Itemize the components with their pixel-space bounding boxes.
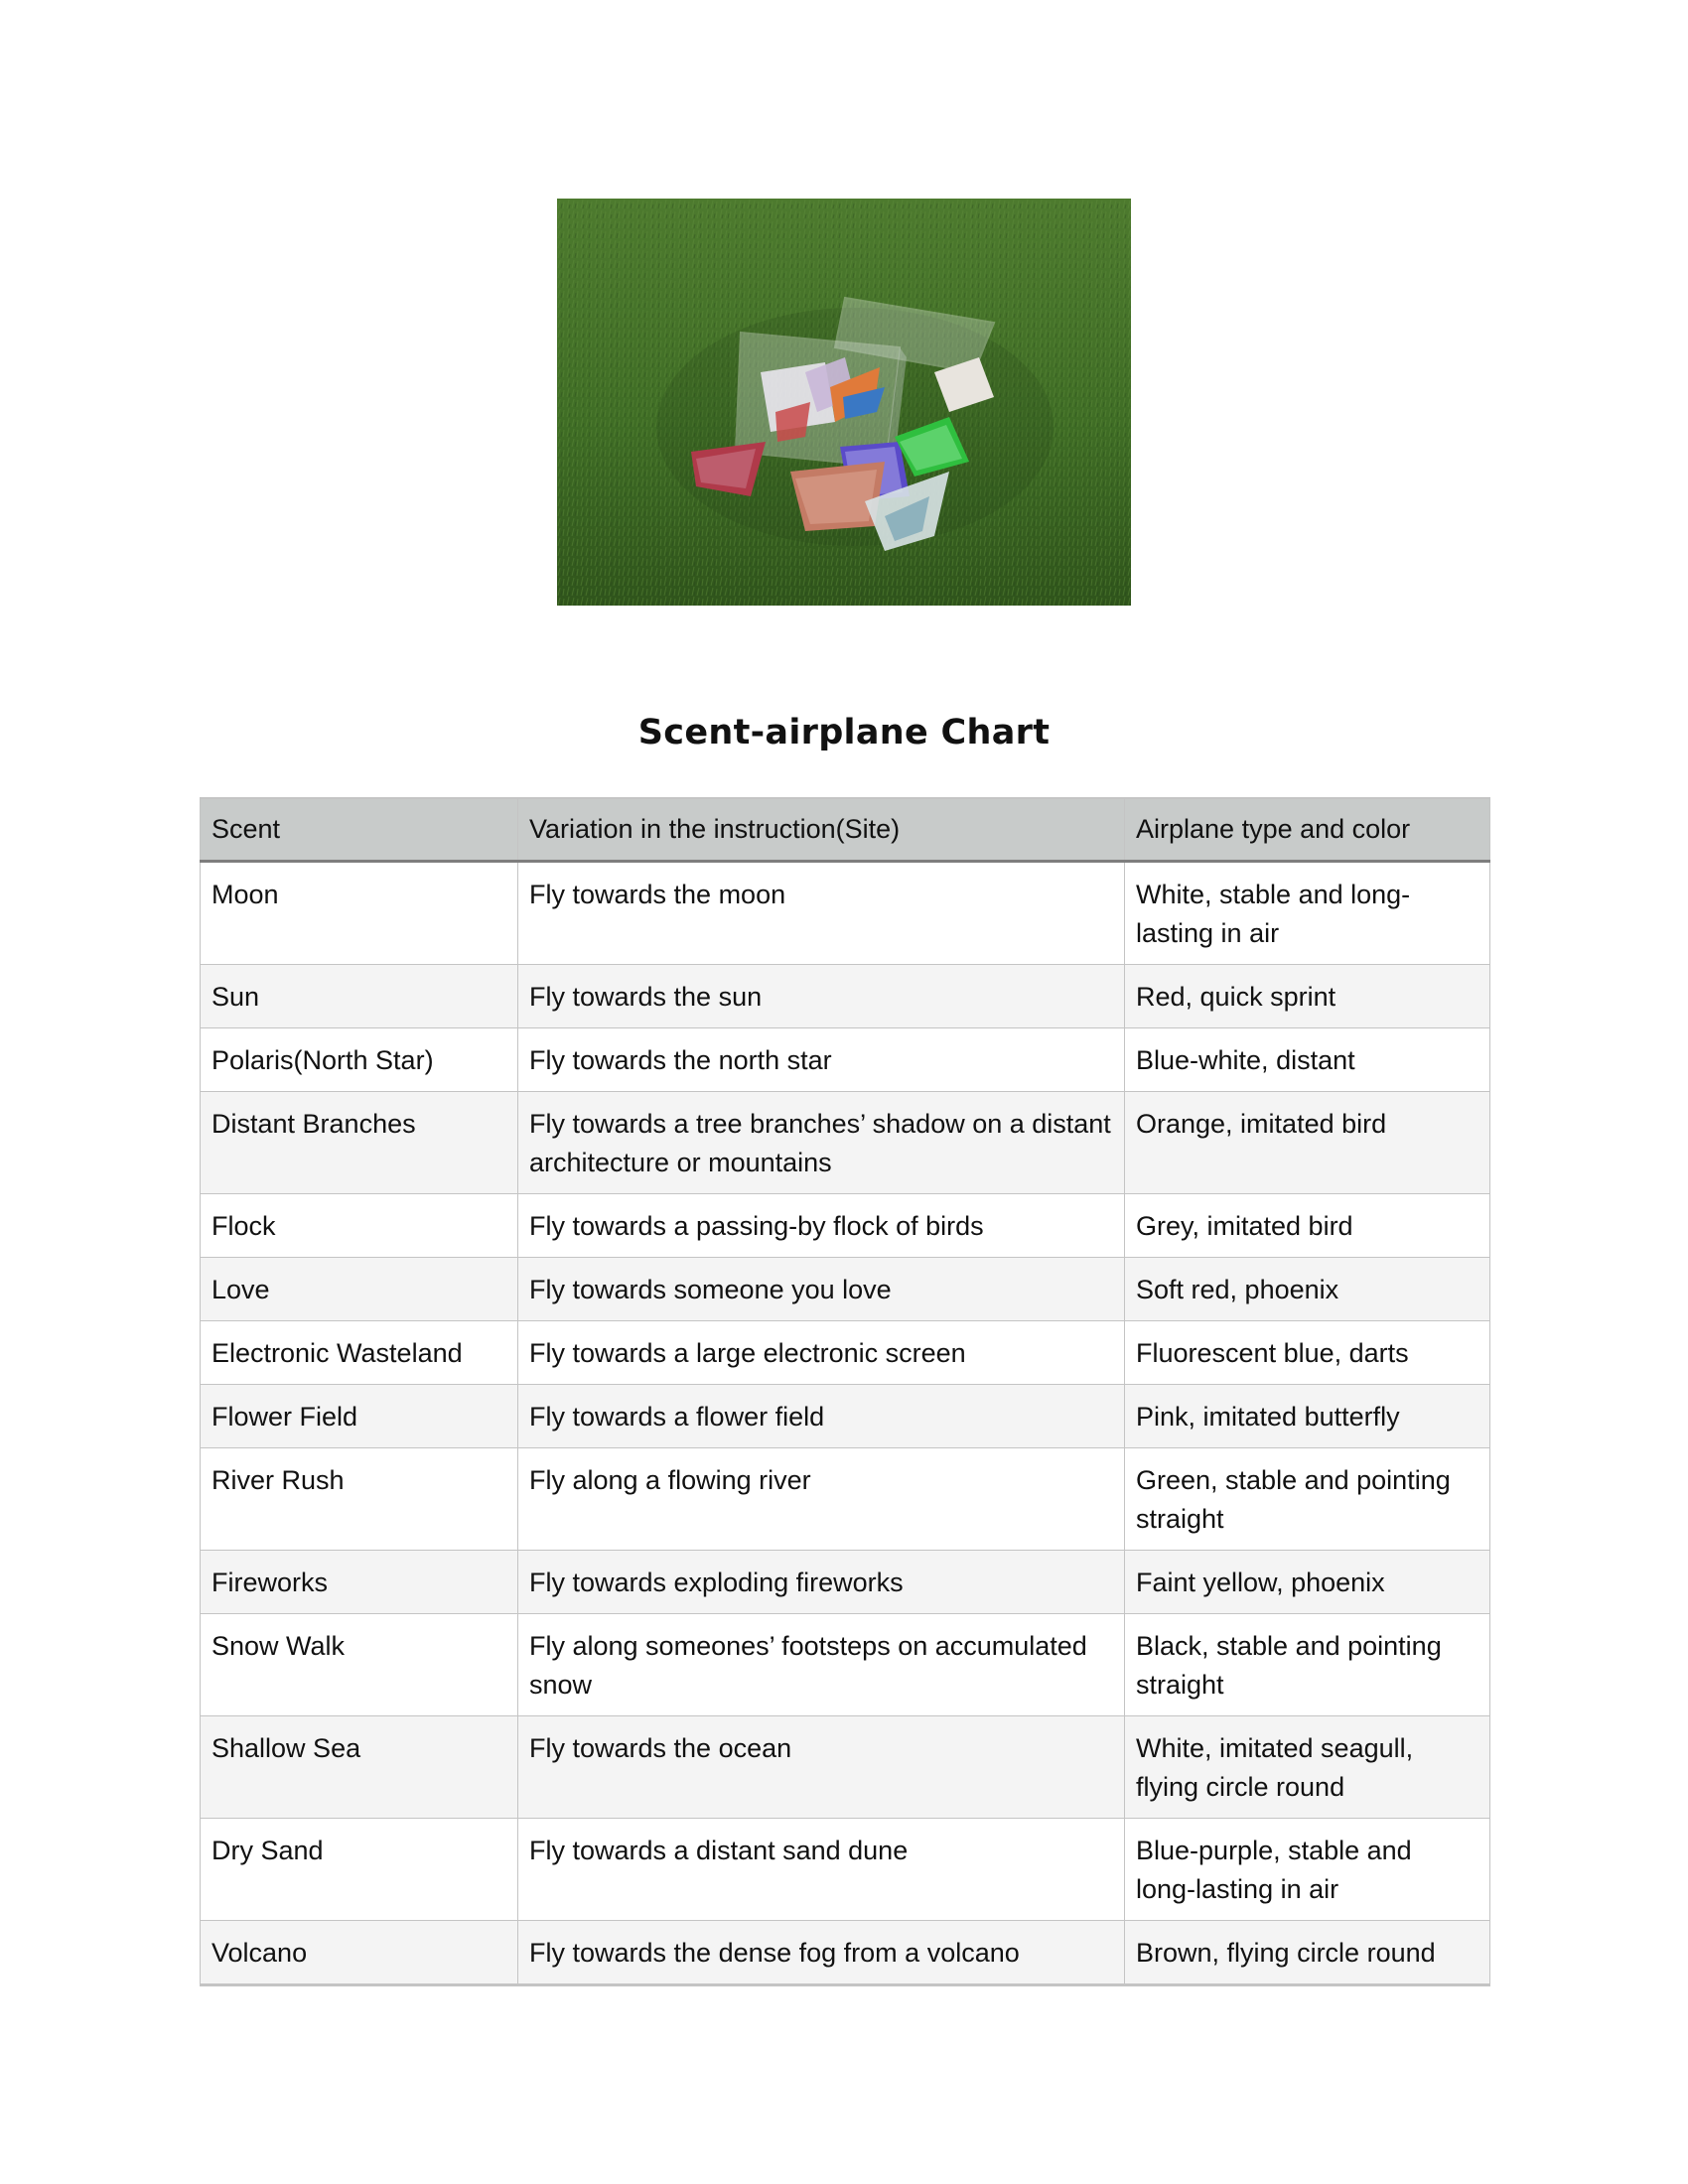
column-header-variation: Variation in the instruction(Site): [518, 798, 1125, 862]
airplane-cell: White, stable and long-lasting in air: [1125, 862, 1490, 965]
scent-cell: Dry Sand: [201, 1819, 518, 1921]
scent-cell: Distant Branches: [201, 1092, 518, 1194]
airplane-cell: Grey, imitated bird: [1125, 1194, 1490, 1258]
table-header-row: [201, 798, 1490, 862]
table-row: [201, 1819, 1490, 1921]
paper-airplanes-on-grass-image: [557, 199, 1131, 606]
column-header-airplane: Airplane type and color: [1125, 798, 1490, 862]
scent-cell: Moon: [201, 862, 518, 965]
scent-cell: Sun: [201, 965, 518, 1028]
table-row: [201, 1448, 1490, 1551]
page-title: Scent-airplane Chart: [637, 713, 1051, 752]
scent-cell: River Rush: [201, 1448, 518, 1551]
table-row: [201, 1092, 1490, 1194]
variation-cell: Fly towards a tree branches’ shadow on a distant architecture or mountains: [518, 1092, 1125, 1194]
table-row: [201, 1385, 1490, 1448]
scent-cell: Love: [201, 1258, 518, 1321]
scent-cell: Flower Field: [201, 1385, 518, 1448]
airplane-cell: Brown, flying circle round: [1125, 1921, 1490, 1985]
table-row: [201, 1028, 1490, 1092]
airplane-cell: White, imitated seagull, flying circle round: [1125, 1716, 1490, 1819]
variation-cell: Fly towards the north star: [518, 1028, 1125, 1092]
variation-cell: Fly towards a distant sand dune: [518, 1819, 1125, 1921]
table-row: [201, 965, 1490, 1028]
airplane-cell: Soft red, phoenix: [1125, 1258, 1490, 1321]
variation-cell: Fly towards exploding fireworks: [518, 1551, 1125, 1614]
variation-cell: Fly towards a passing-by flock of birds: [518, 1194, 1125, 1258]
variation-cell: Fly along a flowing river: [518, 1448, 1125, 1551]
table-row: [201, 1716, 1490, 1819]
airplane-cell: Blue-white, distant: [1125, 1028, 1490, 1092]
scent-airplane-table: [200, 797, 1490, 1986]
variation-cell: Fly towards the sun: [518, 965, 1125, 1028]
scent-cell: Polaris(North Star): [201, 1028, 518, 1092]
scent-cell: Volcano: [201, 1921, 518, 1985]
variation-cell: Fly towards the moon: [518, 862, 1125, 965]
scent-cell: Flock: [201, 1194, 518, 1258]
table-row: [201, 1614, 1490, 1716]
scent-cell: Fireworks: [201, 1551, 518, 1614]
table-row: [201, 1194, 1490, 1258]
column-header-scent: Scent: [201, 798, 518, 862]
airplane-cell: Blue-purple, stable and long-lasting in air: [1125, 1819, 1490, 1921]
airplane-cell: Red, quick sprint: [1125, 965, 1490, 1028]
scent-cell: Shallow Sea: [201, 1716, 518, 1819]
airplane-cell: Fluorescent blue, darts: [1125, 1321, 1490, 1385]
airplane-cell: Pink, imitated butterfly: [1125, 1385, 1490, 1448]
variation-cell: Fly towards a flower field: [518, 1385, 1125, 1448]
airplane-cell: Faint yellow, phoenix: [1125, 1551, 1490, 1614]
scent-cell: Snow Walk: [201, 1614, 518, 1716]
variation-cell: Fly towards a large electronic screen: [518, 1321, 1125, 1385]
variation-cell: Fly towards the dense fog from a volcano: [518, 1921, 1125, 1985]
table-row: [201, 862, 1490, 965]
scent-cell: Electronic Wasteland: [201, 1321, 518, 1385]
table-row: [201, 1258, 1490, 1321]
table-row: [201, 1321, 1490, 1385]
variation-cell: Fly towards someone you love: [518, 1258, 1125, 1321]
airplane-cell: Green, stable and pointing straight: [1125, 1448, 1490, 1551]
variation-cell: Fly along someones’ footsteps on accumulated snow: [518, 1614, 1125, 1716]
table-row: [201, 1921, 1490, 1985]
grass-photo: [557, 199, 1131, 606]
variation-cell: Fly towards the ocean: [518, 1716, 1125, 1819]
airplane-cell: Orange, imitated bird: [1125, 1092, 1490, 1194]
airplane-cell: Black, stable and pointing straight: [1125, 1614, 1490, 1716]
table-row: [201, 1551, 1490, 1614]
